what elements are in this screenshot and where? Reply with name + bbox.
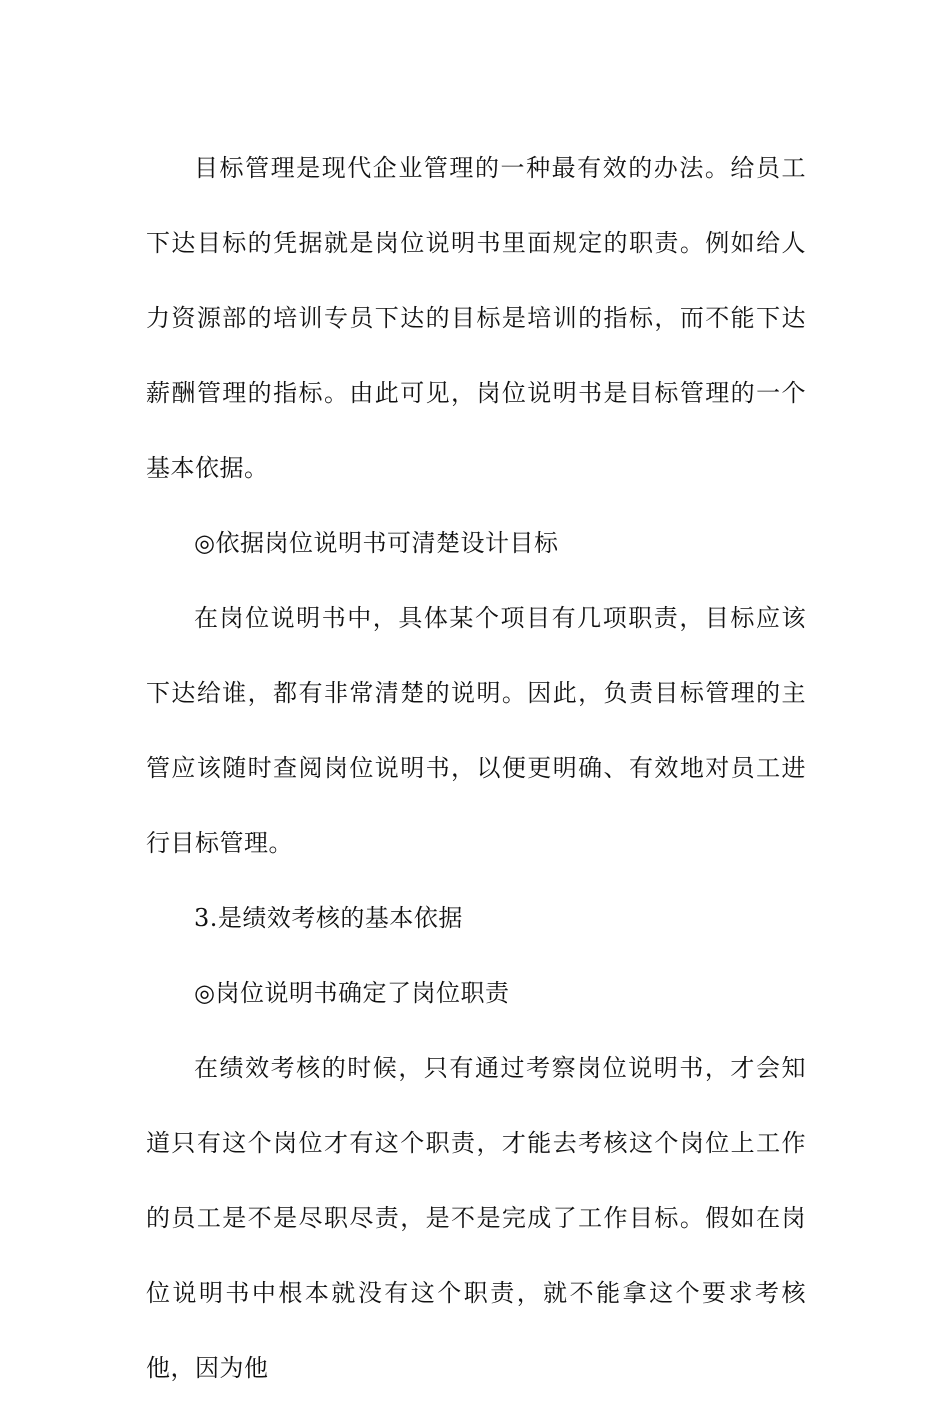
subheading-job-duties: ◎岗位说明书确定了岗位职责 [194, 979, 510, 1007]
document-body [146, 131, 806, 1406]
paragraph-performance-review: 在绩效考核的时候，只有通过考察岗位说明书，才会知道只有这个岗位才有这个职责，才能去考核这个岗位上工作的员工是不是尽职尽责，是不是完成了工作目标。假如在岗位说明书中根本就没有这个职责，就不能拿这个要求考核他，因为他 [146, 1054, 806, 1382]
subheading-design-targets: ◎依据岗位说明书可清楚设计目标 [194, 529, 559, 557]
section-heading-performance: 3.是绩效考核的基本依据 [194, 904, 463, 932]
paragraph-target-management: 目标管理是现代企业管理的一种最有效的办法。给员工下达目标的凭据就是岗位说明书里面规定的职责。例如给人力资源部的培训专员下达的目标是培训的指标，而不能下达薪酬管理的指标。由此可见，岗位说明书是目标管理的一个基本依据。 [146, 154, 806, 482]
paragraph-responsibilities: 在岗位说明书中，具体某个项目有几项职责，目标应该下达给谁，都有非常清楚的说明。因此，负责目标管理的主管应该随时查阅岗位说明书，以便更明确、有效地对员工进行目标管理。 [146, 604, 806, 857]
